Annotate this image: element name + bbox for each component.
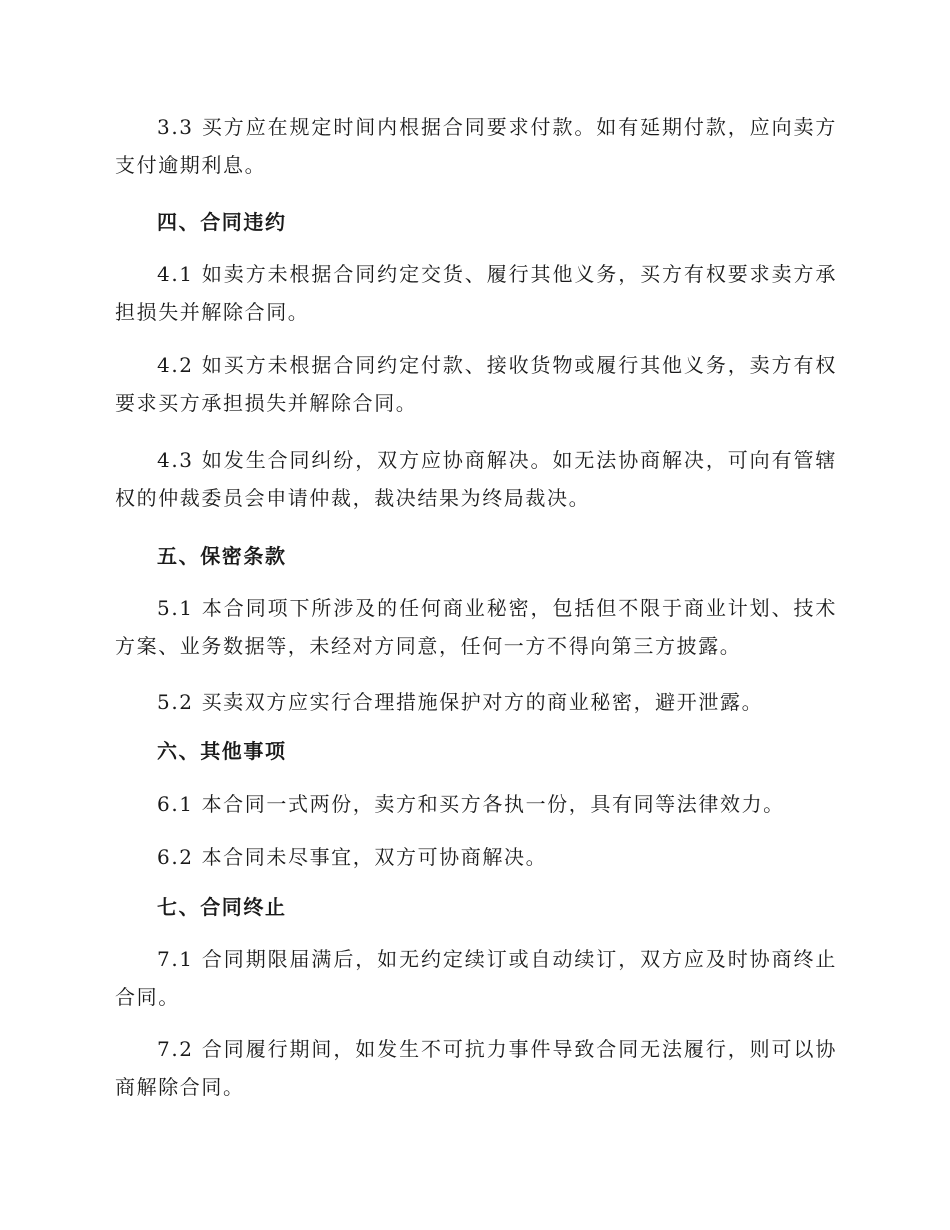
clause-7-2: 7.2 合同履行期间，如发生不可抗力事件导致合同无法履行，则可以协商解除合同。 [115, 1037, 837, 1099]
section-heading-6: 六、其他事项 [157, 739, 287, 763]
clause-7-1: 7.1 合同期限届满后，如无约定续订或自动续订，双方应及时协商终止合同。 [115, 947, 837, 1009]
clause-5-1: 5.1 本合同项下所涉及的任何商业秘密，包括但不限于商业计划、技术方案、业务数据等，未经对方同意，任何一方不得向第三方披露。 [115, 596, 837, 658]
section-heading-5: 五、保密条款 [157, 544, 287, 568]
clause-4-1: 4.1 如卖方未根据合同约定交货、履行其他义务，买方有权要求卖方承担损失并解除合同。 [115, 262, 837, 324]
clause-4-2: 4.2 如买方未根据合同约定付款、接收货物或履行其他义务，卖方有权要求买方承担损失并解除合同。 [115, 353, 837, 415]
section-heading-7: 七、合同终止 [157, 895, 287, 919]
clause-5-2: 5.2 买卖双方应实行合理措施保护对方的商业秘密，避开泄露。 [157, 690, 764, 714]
clause-3-3: 3.3 买方应在规定时间内根据合同要求付款。如有延期付款，应向卖方支付逾期利息。 [115, 115, 837, 177]
clause-6-1: 6.1 本合同一式两份，卖方和买方各执一份，具有同等法律效力。 [157, 792, 785, 816]
clause-4-3: 4.3 如发生合同纠纷，双方应协商解决。如无法协商解决，可向有管辖权的仲裁委员会申请仲裁，裁决结果为终局裁决。 [115, 448, 837, 510]
clause-6-2: 6.2 本合同未尽事宜，双方可协商解决。 [157, 845, 548, 869]
section-heading-4: 四、合同违约 [157, 210, 287, 234]
